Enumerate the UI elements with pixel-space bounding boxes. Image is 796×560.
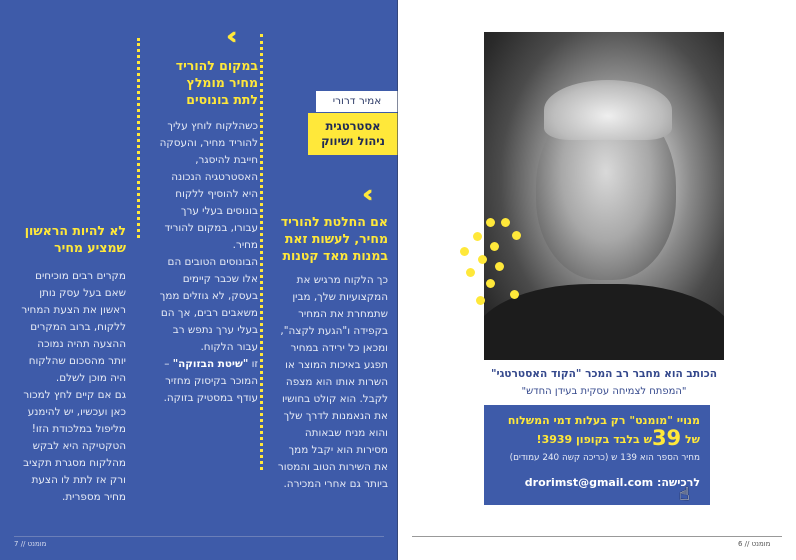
dot [512,231,521,240]
heading-first-offer: לא להיות הראשון שמציע מחיר [24,223,126,255]
dot [466,268,475,277]
photo-hair [544,80,672,140]
column-bonuses [148,57,258,407]
column-first-offer [14,222,126,506]
promo-book-price: מחיר הספר הוא 139 ש (כריכה קשה 240 עמודים) [509,453,700,463]
promo-price: 39 [651,426,682,450]
dot [495,262,504,271]
dotted-divider-right [260,34,263,470]
footer-rule-right [412,536,782,537]
dot [476,296,485,305]
dot [478,255,487,264]
dot [486,218,495,227]
body-first-offer: מקרים רבים מוכיחים שאם בעל עסק נותן ראשון את הצעת המחיר ללקוח, ברוב המקרים ההצעה תהיה נמוכה יותר מהסכום שהלקוח היה מוכן לשלם. גם אם קיים לחץ למכור כאן ועכשיו, יש להימנע מליפול במלכודת הזו! הטקטיקה היא לבקש מהלקוח מסגרת תקציב ורק אז לתת לו הצעת מחיר מספרית. [21,270,126,503]
footer-right: 6 // מומנט [738,540,771,548]
dot [490,242,499,251]
body-lower-price: כך הלקוח מרגיש את המקצועיות שלך, מבין שתמחרת את המחיר בקפידה ו"הגעת לקצה", ומכאן כל ירידה במחיר תפגע באיכות המוצר או השרות אותו הוא מצפה לקבל. הוא קולט בחושיו את הנאמנות לדרך שלך והוא מניח שבאותה מסירות הוא יקבל ממך את השירות הטוב והמסור ביותר גם אחרי המכירה. [277,274,388,490]
promo-line2-prefix: של [681,433,700,446]
promo-box [484,405,710,505]
bazooka-prefix: זו [248,358,258,370]
purchase-email-link[interactable]: לרכישה: drorimst@gmail.com [524,476,700,489]
dot [501,218,510,227]
dot [473,232,482,241]
author-tag: אמיר דרורי [316,91,398,112]
author-caption: הכותב הוא מחבר רב המכר "הקוד האסטרטגי" [490,368,718,380]
bazooka-suffix: – המוכר בקיסוק מחזיר עודף במסטיק בזוקה. [163,358,258,404]
category-line1: אסטרטגית [325,119,381,133]
footer-rule-left [14,536,384,537]
hand-cursor-icon: ☝ [679,484,690,505]
promo-line1: מנויי "מומנט" רק בעלות דמי המשלוח [507,414,700,427]
category-line2: ניהול ושיווק [321,134,385,148]
column-lower-price [270,213,388,493]
dotted-divider-middle [137,38,140,238]
promo-line2-suffix: ש בלבד בקופון 3939! [536,433,652,446]
heading-bonuses: במקום להוריד מחיר מומלץ לתת בונוסים [175,58,258,107]
body-bonuses: כשהלקוח לוחץ עליך להוריד מחיר, והעסקה חייבת להיסגר, האסטרטגיה הנכונה היא להוסיף ללקוח בונוסים בעלי ערך עבורו, במקום להוריד מחיר. הבונוסים הטובים הם אלו שכבר קיימים בעסק, לא גוזלים ממך משאבים רבים, אך הם בעלי ערך נתפש רב עבור הלקוח. [159,120,258,353]
chevron-icon-right: ‹‹‹ [362,180,365,208]
body-bazooka [148,356,258,407]
bazooka-method: "שיטת הבזוקה" [172,358,249,370]
category-box [308,113,398,155]
photo-shirt [484,284,724,360]
book-subtitle: "המפתח לצמיחה עסקית בעידן החדש" [521,386,687,397]
footer-left: מומנט // 7 [14,540,47,548]
dot [510,290,519,299]
chevron-icon-middle: ‹‹‹ [226,22,229,50]
promo-line2 [494,428,700,450]
heading-lower-price: אם החלטת להוריד מחיר, לעשות זאת במנות מאד קטנות [280,214,388,263]
dot [486,279,495,288]
dot [460,247,469,256]
author-photo [484,32,724,360]
